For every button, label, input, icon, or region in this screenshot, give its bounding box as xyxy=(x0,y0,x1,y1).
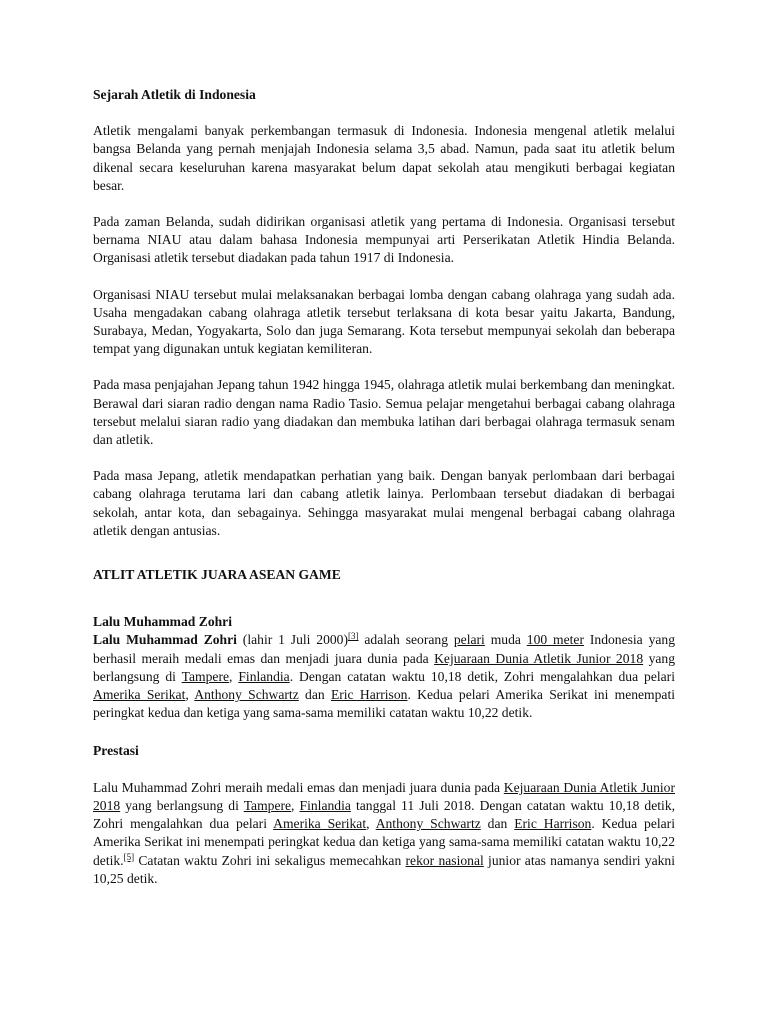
bio-text: (lahir 1 Juli 2000) xyxy=(236,632,349,648)
athlete-heading: Lalu Muhammad Zohri xyxy=(93,614,232,630)
reference-link-3[interactable]: [3] xyxy=(348,631,359,642)
bio-text: , xyxy=(185,687,195,703)
reference-link-5[interactable]: [5] xyxy=(123,851,135,862)
prestasi-text: junior atas namanya sendiri yakni 10,25 detik. xyxy=(93,852,675,886)
prestasi-text: . Kedua pelari Amerika Serikat ini menempati peringkat kedua dan ketiga yang sama-sama memiliki catatan waktu 10,22 detik. xyxy=(93,816,675,868)
link-100-meter[interactable]: 100 meter xyxy=(526,632,584,648)
prestasi-text: dan xyxy=(480,816,515,832)
link-pelari[interactable]: pelari xyxy=(453,632,485,648)
bio-text: , xyxy=(229,668,239,684)
link-eric-harrison[interactable]: Eric Harrison xyxy=(330,687,408,703)
link-anthony-schwartz[interactable]: Anthony Schwartz xyxy=(194,687,299,703)
paragraph-1: Atletik mengalami banyak perkembangan termasuk di Indonesia. Indonesia mengenal atletik melalui bangsa Belanda yang pernah menjajah Indonesia selama 3,5 abad. Namun, pada saat itu atletik belum dikenal secara keseluruhan karena masyarakat belum dapat sekolah atau mengikuti berbagai kegiatan besar. xyxy=(93,123,675,193)
section-heading: ATLIT ATLETIK JUARA ASEAN GAME xyxy=(93,567,341,583)
link-anthony-schwartz[interactable]: Anthony Schwartz xyxy=(375,816,481,832)
athlete-bio xyxy=(93,631,675,722)
prestasi-heading: Prestasi xyxy=(93,743,139,759)
link-kejuaraan-dunia[interactable]: Kejuaraan Dunia Atletik Junior 2018 xyxy=(434,650,644,666)
prestasi-text: , xyxy=(366,816,376,832)
link-tampere[interactable]: Tampere xyxy=(181,668,230,684)
prestasi-text: Catatan waktu Zohri ini sekaligus memecahkan xyxy=(134,852,406,868)
athlete-name-bold: Lalu Muhammad Zohri xyxy=(93,632,237,648)
paragraph-4: Pada masa penjajahan Jepang tahun 1942 hingga 1945, olahraga atletik mulai berkembang dan meningkat. Berawal dari siaran radio dengan nama Radio Tasio. Semua pelajar mengetahui berbagai cabang olahraga tersebut melalui siaran radio yang diadakan dan membuka latihan dari berbagai olahraga termasuk senam dan atletik. xyxy=(93,377,675,448)
document-body xyxy=(93,86,675,888)
link-kejuaraan-dunia[interactable]: Kejuaraan Dunia Atletik Junior 2018 xyxy=(93,779,676,813)
paragraph-2: Pada zaman Belanda, sudah didirikan organisasi atletik yang pertama di Indonesia. Organisasi tersebut bernama NIAU atau dalam bahasa Indonesia mempunyai arti Perserikatan Atletik Hindia Belanda. Organisasi atletik tersebut diadakan pada tahun 1917 di Indonesia. xyxy=(93,214,675,266)
link-eric-harrison[interactable]: Eric Harrison xyxy=(514,816,592,832)
prestasi-text: yang berlangsung di xyxy=(120,797,244,813)
prestasi-text: , xyxy=(291,797,300,813)
link-rekor-nasional[interactable]: rekor nasional xyxy=(405,852,484,868)
prestasi-paragraph xyxy=(93,779,675,888)
link-amerika-serikat[interactable]: Amerika Serikat xyxy=(93,687,186,703)
bio-text: Indonesia yang berhasil meraih medali emas dan menjadi juara dunia pada xyxy=(93,632,676,666)
link-finlandia[interactable]: Finlandia xyxy=(238,668,290,684)
paragraph-5: Pada masa Jepang, atletik mendapatkan perhatian yang baik. Dengan banyak perlombaan dari berbagai cabang olahraga terutama lari dan cabang atletik lainya. Perlombaan tersebut diadakan di berbagai sekolah, antar kota, dan sebagainya. Sehingga masyarakat mulai mengenal berbagai cabang olahraga atletik dengan antusias. xyxy=(93,468,675,538)
bio-text: . Kedua pelari Amerika Serikat ini menempati peringkat kedua dan ketiga yang sama-sama memiliki catatan waktu 10,22 detik. xyxy=(93,687,676,721)
bio-text: muda xyxy=(484,632,527,648)
link-amerika-serikat[interactable]: Amerika Serikat xyxy=(273,816,367,832)
bio-text: adalah seorang xyxy=(358,632,454,648)
prestasi-text: Lalu Muhammad Zohri meraih medali emas dan menjadi juara dunia pada xyxy=(93,779,504,795)
bio-text: dan xyxy=(298,687,331,703)
bio-text: . Dengan catatan waktu 10,18 detik, Zohri mengalahkan dua pelari xyxy=(289,668,675,684)
paragraph-3: Organisasi NIAU tersebut mulai melaksanakan berbagai lomba dengan cabang olahraga yang sudah ada. Usaha mengadakan cabang olahraga atletik tersebut terlaksana di kota besar yaitu Jakarta, Bandung, Surabaya, Medan, Yogyakarta, Solo dan juga Semarang. Kota tersebut mempunyai sekolah dan beberapa tempat yang digunakan untuk kegiatan kemiliteran. xyxy=(93,286,675,357)
page-title: Sejarah Atletik di Indonesia xyxy=(93,87,256,102)
prestasi-text: tanggal 11 Juli 2018. Dengan catatan waktu 10,18 detik, Zohri mengalahkan dua pelari xyxy=(93,797,676,832)
bio-text: yang berlangsung di xyxy=(93,650,675,684)
link-tampere[interactable]: Tampere xyxy=(243,797,292,813)
link-finlandia[interactable]: Finlandia xyxy=(299,797,351,813)
